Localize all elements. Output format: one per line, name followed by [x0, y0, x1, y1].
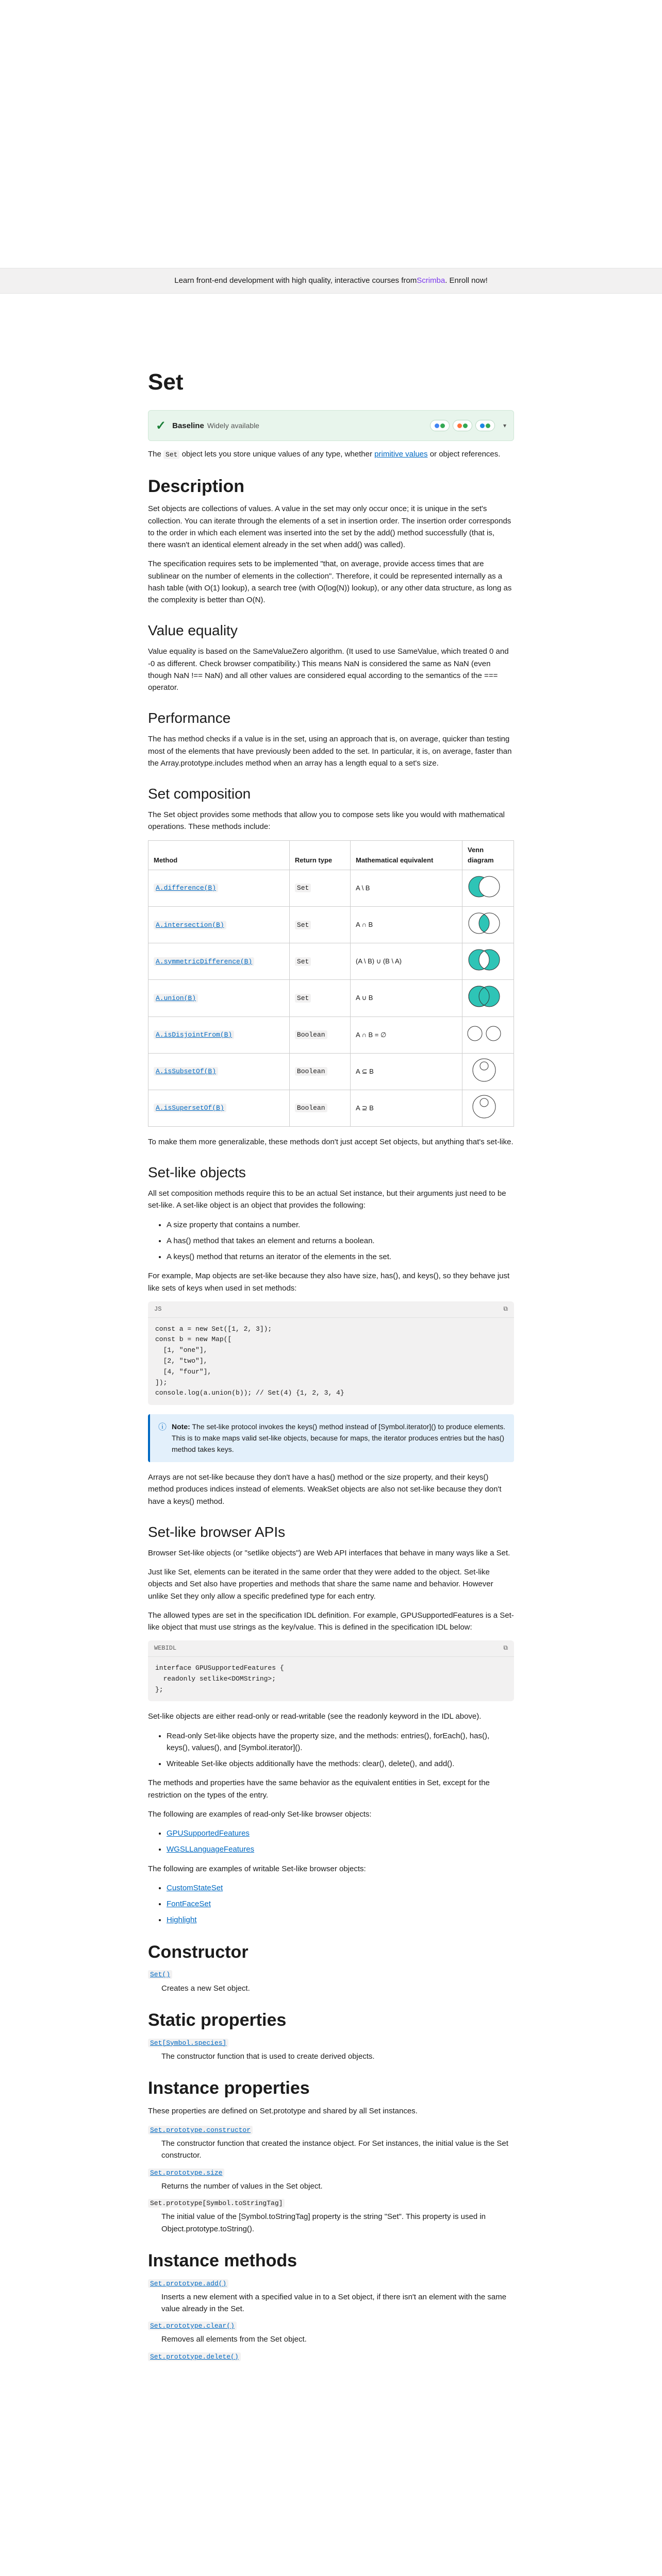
constructor-prop-link[interactable]: Set.prototype.constructor — [148, 2125, 253, 2133]
firefox-icon — [453, 420, 472, 431]
copy-icon[interactable]: ⧉ — [503, 1305, 508, 1313]
method-link: A.intersection(B) — [154, 921, 226, 928]
venn-diagram — [462, 1016, 514, 1053]
browser-p4: Set-like objects are either read-only or read-writable (see the readonly keyword in the IDL above). — [148, 1712, 482, 1721]
composition-table — [148, 840, 514, 1127]
prop-desc: Returns the number of values in the Set object. — [161, 2181, 323, 2191]
method-link: A.union(B) — [154, 994, 198, 1002]
composition-p: The Set object provides some methods that allow you to compose sets like you would with mathematical operations. These methods include: — [148, 810, 505, 832]
heading-instance-properties: Instance properties — [148, 2078, 310, 2098]
description-p2: The specification requires sets to be implemented "that, on average, provide access times that are sublinear on the number of elements in the collection". Therefore, it could be represented internally as a hash table (with O(1) lookup), a search tree (with O(log(N)) lookup), or any other data structure, as long as the complexity is better than O(N). — [148, 560, 512, 605]
list-item: • Writeable Set-like objects additionally have the methods: clear(), delete(), and add(). — [167, 1758, 514, 1770]
baseline-badge[interactable]: ✓ Baseline Widely available ▾ — [148, 410, 514, 441]
browser-p3: The allowed types are set in the specification IDL definition. For example, GPUSupportedFeatures is a Set-like object that must use strings as the key/value. This is defined in the specification IDL below: — [148, 1611, 514, 1632]
promo-banner: Learn front-end development with high quality, interactive courses from Scrimba . Enroll now! — [0, 268, 662, 294]
top-blank-area — [0, 0, 662, 268]
venn-diagram — [462, 980, 514, 1016]
size-prop-link[interactable]: Set.prototype.size — [148, 2168, 224, 2176]
customstateset-link[interactable]: CustomStateSet — [167, 1883, 223, 1892]
setlike-list — [167, 1219, 514, 1263]
species-desc: The constructor function that is used to create derived objects. — [161, 2052, 375, 2061]
browser-p6: The following are examples of read-only Set-like browser objects: — [148, 1809, 372, 1819]
writable-examples — [167, 1882, 514, 1926]
prop-desc: The initial value of the [Symbol.toStringTag] property is the string "Set". This property is used in Object.prototype.toString(). — [161, 2212, 486, 2233]
browser-p1: Browser Set-like objects (or "setlike objects") are Web API interfaces that behave in many ways like a Set. — [148, 1548, 510, 1557]
list-item: • Read-only Set-like objects have the property size, and the methods: entries(), forEach(), has(), keys(), values(), and [Symbol.iterator](). — [167, 1730, 514, 1754]
heading-set-composition: Set composition — [148, 786, 251, 802]
set-constructor-link[interactable]: Set() — [148, 1970, 172, 1978]
safari-icon — [475, 420, 495, 431]
method-link: A.isSupersetOf(B) — [154, 1104, 226, 1111]
description-p1: Set objects are collections of values. A value in the set may only occur once; it is unique in the set's collection. You can iterate through the elements of a set in insertion order. The insertion order corresponds to the order in which each element was inserted into the set by the add() method successfully (that is, there wasn't an identical element already in the set when add() was called). — [148, 504, 511, 550]
table-row: A.intersection(B) Set A ∩ B — [148, 907, 514, 943]
instance-props-p: These properties are defined on Set.prototype and shared by all Set instances. — [148, 2106, 418, 2115]
method-desc: Inserts a new element with a specified value in to a Set object, if there isn't an element with the same value already in the Set. — [161, 2292, 507, 2313]
list-item: • A has() method that takes an element and returns a boolean. — [167, 1235, 514, 1247]
table-row: A.symmetricDifference(B) Set (A \ B) ∪ (B \ A) — [148, 943, 514, 980]
highlight-link[interactable]: Highlight — [167, 1916, 197, 1925]
species-link[interactable]: Set[Symbol.species] — [148, 2038, 228, 2046]
code-block: interface GPUSupportedFeatures { readonly setlike<DOMString>; }; — [155, 1664, 284, 1693]
heading-constructor: Constructor — [148, 1942, 249, 1962]
constructor-desc: Creates a new Set object. — [161, 1984, 250, 1993]
venn-diagram — [462, 943, 514, 980]
col-return-type: Return type — [289, 840, 350, 870]
tostringtag-prop: Set.prototype[Symbol.toStringTag] — [148, 2199, 285, 2208]
wgsllanguagefeatures-link[interactable]: WGSLLanguageFeatures — [167, 1845, 255, 1854]
delete-method-link[interactable]: Set.prototype.delete() — [148, 2352, 241, 2360]
composition-p2: To make them more generalizable, these methods don't just accept Set objects, but anything that's set-like. — [148, 1137, 514, 1146]
venn-diagram — [462, 870, 514, 906]
method-link: A.isDisjointFrom(B) — [154, 1030, 234, 1038]
check-icon: ✓ — [156, 418, 167, 433]
table-row: A.isSupersetOf(B) Boolean A ⊇ B — [148, 1090, 514, 1126]
note-callout: ⓘ Note: The set-like protocol invokes the keys() method instead of [Symbol.iterator]() to produce elements. This is to make maps valid set-like objects, because for maps, the iterator produces entries but the has() method takes keys. — [148, 1414, 514, 1462]
page-title: Set — [148, 369, 184, 395]
col-method: Method — [148, 840, 290, 870]
readonly-examples — [167, 1827, 514, 1856]
primitive-values-link[interactable]: primitive values — [374, 450, 428, 459]
method-link: A.symmetricDifference(B) — [154, 957, 254, 965]
method-link: A.isSubsetOf(B) — [154, 1067, 218, 1075]
heading-description: Description — [148, 476, 245, 496]
article — [148, 294, 514, 2362]
heading-static-properties: Static properties — [148, 2010, 287, 2030]
info-icon: ⓘ — [158, 1423, 167, 1432]
heading-performance: Performance — [148, 710, 231, 726]
list-item: • A size property that contains a number. — [167, 1219, 514, 1231]
scrimba-link[interactable]: Scrimba — [417, 276, 445, 285]
gpusupportedfeatures-link[interactable]: GPUSupportedFeatures — [167, 1829, 250, 1838]
code-block: const a = new Set([1, 2, 3]); const b = new Map([ [1, "one"], [2, "two"], [4, "four"], ]); console.log(a.union(b)); // Set(4) {1, 2, 3, 4} — [155, 1325, 344, 1397]
code-example-webidl: WEBIDL ⧉ interface GPUSupportedFeatures { readonly setlike<DOMString>; }; — [148, 1640, 514, 1701]
table-row: A.isDisjointFrom(B) Boolean A ∩ B = ∅ — [148, 1016, 514, 1053]
browser-p7: The following are examples of writable Set-like browser objects: — [148, 1864, 366, 1873]
table-row: A.union(B) Set A ∪ B — [148, 980, 514, 1016]
heading-instance-methods: Instance methods — [148, 2250, 297, 2270]
venn-diagram — [462, 1053, 514, 1090]
setlike-p2: For example, Map objects are set-like because they also have size, has(), and keys(), so they behave just like sets of keys when used in set methods: — [148, 1272, 510, 1293]
col-math: Mathematical equivalent — [351, 840, 462, 870]
value-equality-p: Value equality is based on the SameValueZero algorithm. (It used to use SameValue, which treated 0 and -0 as different. Check browser compatibility.) This means NaN is considered the same as NaN (even though NaN !== NaN) and all other values are considered equal according to the semantics of the === operator. — [148, 647, 509, 692]
setlike-p3: Arrays are not set-like because they don't have a has() method or the size property, and their keys() method produces indices instead of elements. WeakSet objects are also not set-like because they don't have a keys() method. — [148, 1473, 502, 1506]
heading-browser-apis: Set-like browser APIs — [148, 1523, 286, 1540]
list-item: • A keys() method that returns an iterator of the elements in the set. — [167, 1251, 514, 1263]
col-venn: Venn diagram — [462, 840, 514, 870]
prop-desc: The constructor function that created the instance object. For Set instances, the initial value is the Set constructor. — [161, 2139, 508, 2160]
code-example-js: JS ⧉ const a = new Set([1, 2, 3]); const b = new Map([ [1, "one"], [2, "two"], [4, "four"], ]); console.log(a.union(b)); // Set(4) {1, 2, 3, 4} — [148, 1301, 514, 1405]
chevron-down-icon[interactable]: ▾ — [503, 422, 506, 430]
venn-diagram — [462, 907, 514, 943]
table-row: A.difference(B) Set A \ B — [148, 870, 514, 906]
intro-paragraph: The Set object lets you store unique values of any type, whether primitive values or object references. — [148, 450, 501, 459]
fontfaceset-link[interactable]: FontFaceSet — [167, 1900, 211, 1909]
copy-icon[interactable]: ⧉ — [503, 1645, 508, 1652]
browser-p5: The methods and properties have the same behavior as the equivalent entities in Set, except for the restriction on the types of the entry. — [148, 1778, 490, 1800]
heading-set-like: Set-like objects — [148, 1164, 246, 1181]
venn-diagram — [462, 1090, 514, 1126]
setlike-p1: All set composition methods require this to be an actual Set instance, but their arguments just need to be set-like. A set-like object is an object that provides the following: — [148, 1189, 506, 1210]
table-row: A.isSubsetOf(B) Boolean A ⊆ B — [148, 1053, 514, 1090]
heading-value-equality: Value equality — [148, 622, 238, 639]
chrome-edge-icon — [430, 420, 450, 431]
performance-p: The has method checks if a value is in the set, using an approach that is, on average, quicker than testing most of the elements that have previously been added to the set. In particular, it is, on average, faster than the Array.prototype.includes method when an array has a length equal to a set's size. — [148, 735, 512, 768]
readwrite-list — [167, 1730, 514, 1770]
browser-p2: Just like Set, elements can be iterated in the same order that they were added to the object. Set-like objects and Set also have properties and methods that share the same name and behavior. However unlike Set they only allow a specific predefined type for each entry. — [148, 1568, 493, 1601]
browser-support-icons — [430, 420, 506, 431]
clear-method-link[interactable]: Set.prototype.clear() — [148, 2321, 237, 2329]
add-method-link[interactable]: Set.prototype.add() — [148, 2279, 228, 2287]
method-link: A.difference(B) — [154, 884, 218, 891]
method-desc: Removes all elements from the Set object. — [161, 2335, 307, 2344]
